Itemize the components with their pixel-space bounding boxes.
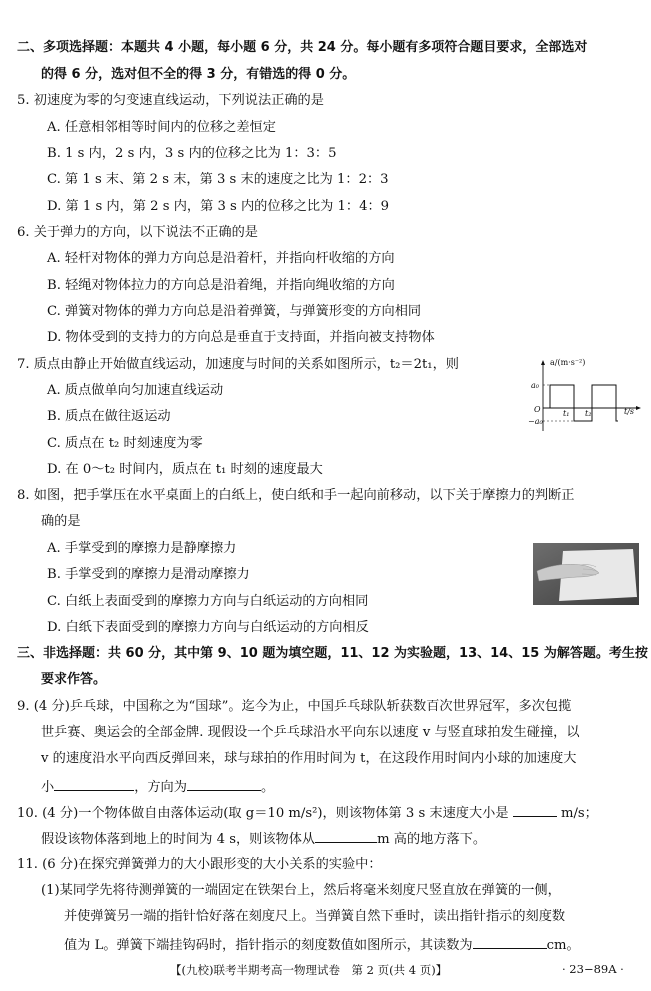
q8-option-d: D. 白纸下表面受到的摩擦力方向与白纸运动的方向相反	[47, 620, 369, 635]
graph-t1-label: t₁	[563, 409, 570, 418]
q6-option-a: A. 轻杆对物体的弹力方向总是沿着杆，并指向杆收缩的方向	[47, 251, 395, 266]
graph-neg-a0-label: −a₀	[528, 417, 543, 426]
graph-xlabel: t/s	[624, 407, 635, 416]
q10-line1-text: 10. (4 分)一个物体做自由落体运动(取 g＝10 m/s²)，则该物体第 3 s 末速度大小是	[17, 806, 509, 821]
q8-option-c: C. 白纸上表面受到的摩擦力方向与白纸运动的方向相同	[47, 594, 369, 609]
q9-line3: v 的速度沿水平向西反弹回来，球与球拍的作用时间为 t，在这段作用时间内小球的加速度大	[41, 751, 577, 766]
q8-option-b: B. 手掌受到的摩擦力是滑动摩擦力	[47, 567, 250, 582]
q5-option-a: A. 任意相邻相等时间内的位移之差恒定	[47, 120, 276, 135]
q9-line4-suffix: 。	[260, 780, 275, 795]
q11-line1: 11. (6 分)在探究弹簧弹力的大小跟形变的大小关系的实验中：	[17, 857, 382, 872]
t-axis-arrow-icon	[636, 406, 641, 410]
q7-stem: 7. 质点由静止开始做直线运动，加速度与时间的关系如图所示，t₂＝2t₁，则	[17, 357, 459, 372]
q9-line4-mid: ，方向为	[134, 780, 187, 795]
q9-blank-magnitude[interactable]	[54, 777, 134, 791]
section-3-heading-line2: 要求作答。	[41, 672, 107, 687]
page-code: · 23−89A ·	[562, 962, 624, 976]
q6-stem: 6. 关于弹力的方向，以下说法不正确的是	[17, 225, 258, 240]
q10-line1	[17, 803, 598, 823]
q9-line1: 9. (4 分)乒乓球，中国称之为“国球”。迄今为止，中国乒乓球队斩获数百次世界冠军，多次包揽	[17, 699, 572, 714]
page-footer: 【(九校)联考半期考高一物理试卷 第 2 页(共 4 页)】	[170, 963, 448, 977]
q11-line2: (1)某同学先将待测弹簧的一端固定在铁架台上，然后将毫米刻度尺竖直放在弹簧的一侧，	[41, 883, 561, 898]
q11-line3: 并使弹簧另一端的指针恰好落在刻度尺上。当弹簧自然下垂时，读出指针指示的刻度数	[64, 909, 566, 924]
q6-option-b: B. 轻绳对物体拉力的方向总是沿着绳，并指向绳收缩的方向	[47, 278, 395, 293]
q5-option-b: B. 1 s 内，2 s 内，3 s 内的位移之比为 1：3：5	[47, 146, 337, 161]
graph-a0-label: a₀	[531, 381, 539, 390]
graph-ylabel: a/(m·s⁻²)	[550, 358, 586, 367]
q6-option-d: D. 物体受到的支持力的方向总是垂直于支持面，并指向被支持物体	[47, 330, 435, 345]
a-axis-arrow-icon	[541, 360, 545, 365]
graph-t2-label: t₂	[585, 409, 592, 418]
q10-line2	[41, 829, 486, 849]
q10-line2-text: 假设该物体落到地上的时间为 4 s，则该物体从	[41, 832, 316, 847]
q11-blank-reading[interactable]	[473, 935, 547, 949]
q11-line4	[64, 935, 580, 955]
q7-option-b: B. 质点在做往返运动	[47, 409, 171, 424]
section-3-heading-line1: 三、非选择题：共 60 分，其中第 9、10 题为填空题，11、12 为实验题，13、14、15 为解答题。考生按	[17, 646, 648, 661]
section-2-heading-line2: 的得 6 分，选对但不全的得 3 分，有错选的得 0 分。	[41, 67, 356, 82]
q9-line4	[41, 777, 274, 797]
graph-origin-label: O	[534, 405, 541, 414]
section-2-heading-line1: 二、多项选择题：本题共 4 小题，每小题 6 分，共 24 分。每小题有多项符合题目要求，全部选对	[17, 40, 588, 55]
q8-stem-line1: 8. 如图，把手掌压在水平桌面上的白纸上，使白纸和手一起向前移动，以下关于摩擦力的判断正	[17, 488, 575, 503]
q5-option-d: D. 第 1 s 内，第 2 s 内，第 3 s 内的位移之比为 1：4：9	[47, 199, 390, 214]
q10-blank-height[interactable]	[315, 829, 377, 843]
q7-option-a: A. 质点做单向匀加速直线运动	[47, 383, 224, 398]
q8-option-a: A. 手掌受到的摩擦力是静摩擦力	[47, 541, 237, 556]
acceleration-square-wave	[550, 385, 618, 421]
q8-stem-line2: 确的是	[41, 514, 81, 529]
q10-blank-speed[interactable]	[513, 803, 557, 817]
q5-option-c: C. 第 1 s 末、第 2 s 末，第 3 s 末的速度之比为 1：2：3	[47, 172, 389, 187]
q5-stem: 5. 初速度为零的匀变速直线运动，下列说法正确的是	[17, 93, 324, 108]
q7-option-d: D. 在 0～t₂ 时间内，质点在 t₁ 时刻的速度最大	[47, 462, 323, 477]
q9-blank-direction[interactable]	[187, 777, 261, 791]
q7-option-c: C. 质点在 t₂ 时刻速度为零	[47, 436, 203, 451]
q8-hand-on-paper-photo	[533, 543, 639, 605]
q11-line4-text: 值为 L。弹簧下端挂钩码时，指针指示的刻度数值如图所示，其读数为	[64, 938, 473, 953]
q9-line4-prefix: 小	[41, 780, 55, 795]
q9-line2: 世乒赛、奥运会的全部金牌. 现假设一个乒乓球沿水平向东以速度 v 与竖直球拍发生碰撞，以	[41, 725, 580, 740]
q10-line2-unit: m 高的地方落下。	[377, 832, 487, 847]
q10-line1-unit: m/s；	[560, 806, 598, 821]
q7-acceleration-time-graph	[528, 356, 646, 436]
q11-line4-unit: cm。	[546, 938, 580, 953]
q6-option-c: C. 弹簧对物体的弹力方向总是沿着弹簧，与弹簧形变的方向相同	[47, 304, 422, 319]
